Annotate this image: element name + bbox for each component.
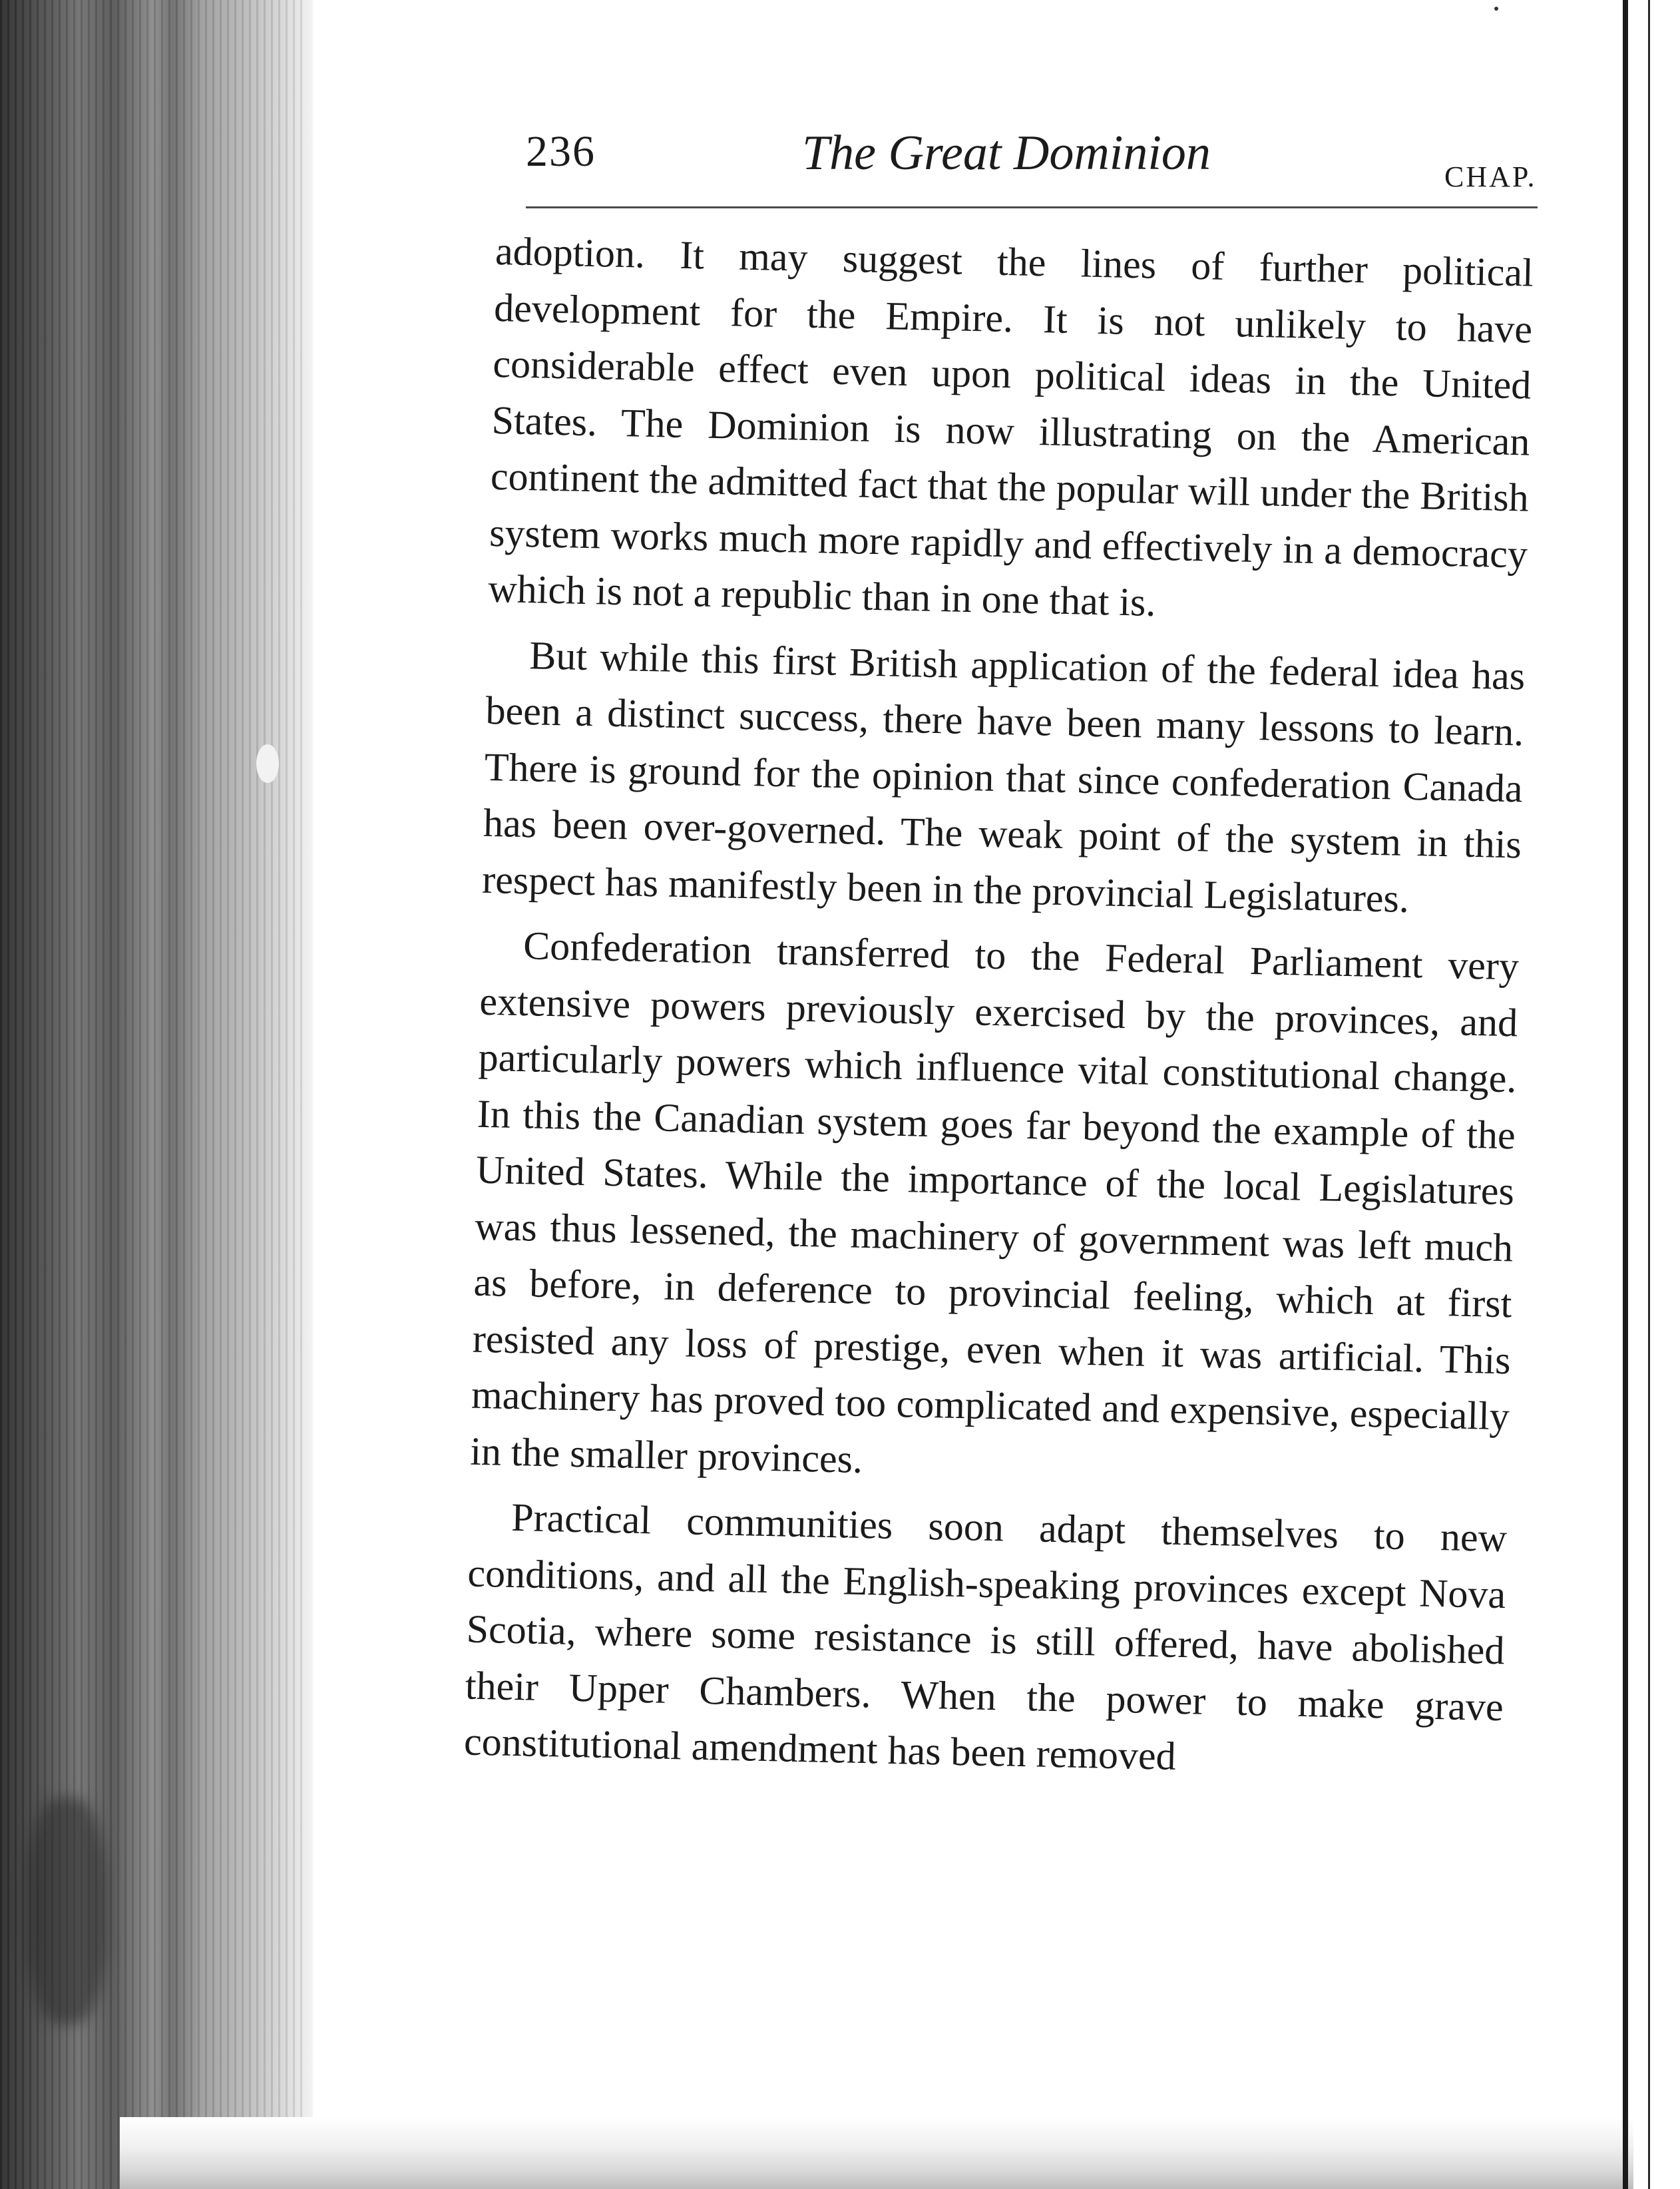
- scan-speck: [1494, 7, 1498, 11]
- header-rule: [526, 206, 1538, 208]
- paragraph-3: Confederation transferred to the Federal Parliament very extensive powers previously exercised by the provinces, and particularly powers which influence vital constitutional change. In this the Canadian system goes far beyond the example of the United States. While the importance of the local Legislatures was thus lessened, the machinery of government was left much as before, in deference to provincial feeling, which at first resisted any loss of prestige, even when it was artificial. This machinery has proved too complicated and expensive, especially in the smaller provinces.: [469, 923, 1520, 1481]
- body-text: [463, 223, 1534, 1801]
- running-title: The Great Dominion: [802, 126, 1211, 180]
- page-number: 236: [526, 127, 596, 176]
- scan-blot: [256, 744, 279, 783]
- page-bottom-edge: [120, 2117, 1651, 2189]
- right-border-line-thin: [1648, 0, 1650, 2189]
- chapter-label: CHAP.: [1444, 160, 1537, 193]
- paragraph-2: But while this first British application of the federal idea has been a distinct success, there have been many lessons to learn. There is ground for the opinion that since confederation Canada has been over-governed. The weak point of the system in this respect has manifestly been in the provincial Legislatures.: [481, 632, 1526, 921]
- paragraph-1: adoption. It may suggest the lines of further political development for the Empire. It is not unlikely to have considerable effect even upon political ideas in the United States. The Dominion is now illustrating on the American continent the admitted fact that the popular will under the British system works much more rapidly and effectively in a democracy which is not a republic than in one that is.: [487, 228, 1534, 624]
- edge-stain: [27, 1798, 106, 2024]
- right-margin: [1633, 0, 1680, 2189]
- paragraph-4: Practical communities soon adapt themselves to new conditions, and all the English-speaking provinces except Nova Scotia, where some resistance is still offered, have abolished their Upper Chambers. When the power to make grave constitutional amendment has been removed: [463, 1495, 1508, 1778]
- running-header: [519, 120, 1544, 193]
- right-border-line: [1623, 0, 1628, 2189]
